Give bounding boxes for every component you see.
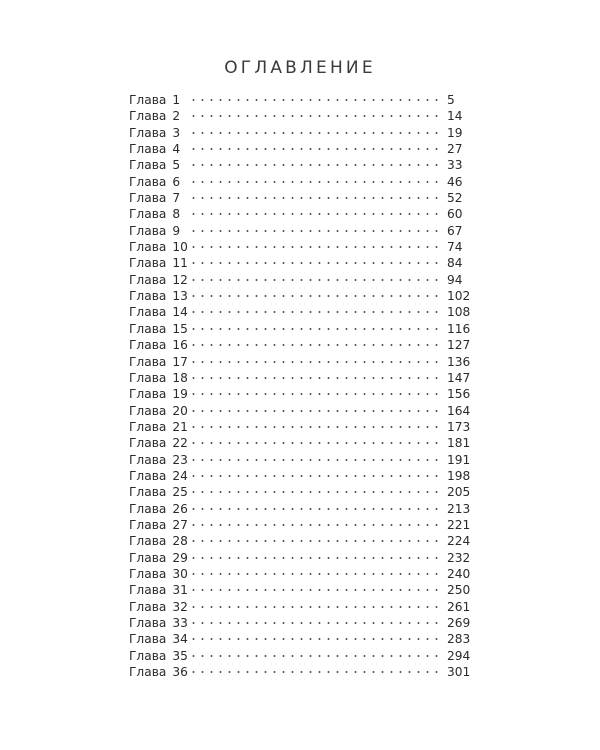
toc-chapter-word: Глава: [129, 616, 167, 630]
toc-chapter-word: Глава: [129, 109, 167, 124]
toc-chapter-number: 32: [172, 599, 188, 614]
toc-chapter-number: 29: [172, 550, 188, 565]
toc-chapter-word: Глава: [129, 240, 167, 255]
toc-chapter-label: [129, 190, 184, 206]
toc-page-number: 52: [447, 191, 463, 206]
toc-chapter-label: [129, 92, 184, 108]
toc-chapter-word: Глава: [129, 501, 167, 516]
toc-page-number: 14: [447, 109, 463, 124]
toc-page-number: 102: [447, 289, 471, 304]
toc-chapter-label: [129, 501, 188, 517]
toc-dot-leader: [189, 671, 443, 673]
toc-entry[interactable]: [129, 206, 475, 222]
toc-chapter-label: [129, 174, 184, 190]
toc-chapter-label: [129, 386, 188, 402]
toc-dot-leader: [189, 246, 443, 248]
toc-chapter-number: 24: [172, 468, 188, 483]
toc-chapter-word: Глава: [129, 370, 167, 385]
toc-page-number: 250: [447, 583, 471, 598]
toc-dot-leader: [189, 311, 443, 313]
toc-chapter-label: [129, 452, 188, 468]
toc-chapter-word: Глава: [129, 354, 167, 369]
toc-chapter-word: Глава: [129, 403, 167, 418]
toc-page-number: 181: [447, 436, 471, 451]
toc-chapter-label: [129, 157, 184, 173]
toc-chapter-number: 5: [172, 158, 181, 173]
toc-chapter-number: 36: [172, 665, 188, 680]
toc-chapter-word: Глава: [129, 599, 167, 614]
toc-chapter-word: Глава: [129, 550, 167, 565]
toc-entry[interactable]: [129, 484, 475, 500]
toc-page-number: 164: [447, 403, 471, 418]
toc-chapter-label: [129, 550, 188, 566]
toc-dot-leader: [189, 344, 443, 346]
toc-chapter-label: [129, 354, 188, 370]
toc-chapter-number: 6: [172, 174, 181, 189]
toc-chapter-label: [129, 288, 188, 304]
toc-chapter-number: 26: [172, 501, 188, 516]
toc-entry[interactable]: [129, 92, 475, 108]
toc-entry[interactable]: [129, 304, 475, 320]
toc-page-number: 67: [447, 223, 463, 238]
page-title: ОГЛАВЛЕНИЕ: [224, 58, 376, 78]
toc-chapter-word: Глава: [129, 485, 167, 500]
toc-entry[interactable]: [129, 452, 475, 468]
toc-entry[interactable]: [129, 419, 475, 435]
toc-page-number: 19: [447, 125, 463, 140]
toc-page-number: 294: [447, 648, 471, 663]
toc-chapter-label: [129, 419, 188, 435]
toc-entry[interactable]: [129, 157, 475, 173]
toc-chapter-word: Глава: [129, 289, 167, 304]
toc-chapter-number: 4: [172, 142, 181, 157]
toc-dot-leader: [189, 262, 443, 264]
toc-page-number: 205: [447, 485, 471, 500]
toc-chapter-word: Глава: [129, 632, 167, 647]
toc-entry[interactable]: [129, 550, 475, 566]
toc-dot-leader: [189, 295, 443, 297]
toc-chapter-number: 19: [172, 387, 188, 402]
toc-chapter-word: Глава: [129, 468, 167, 483]
toc-dot-leader: [189, 197, 443, 199]
toc-chapter-number: 25: [172, 485, 188, 500]
toc-chapter-number: 10: [172, 240, 188, 255]
toc-chapter-number: 22: [172, 436, 188, 451]
toc-chapter-word: Глава: [129, 665, 167, 680]
toc-dot-leader: [189, 442, 443, 444]
toc-entry[interactable]: [129, 190, 475, 206]
toc-chapter-number: 16: [172, 338, 188, 353]
toc-entry[interactable]: [129, 354, 475, 370]
toc-dot-leader: [189, 361, 443, 363]
toc-chapter-number: 30: [172, 566, 188, 581]
toc-page-number: 116: [447, 321, 471, 336]
toc-page-number: 269: [447, 616, 471, 630]
toc-entry[interactable]: [129, 566, 475, 582]
toc-entry[interactable]: [129, 174, 475, 190]
toc-chapter-word: Глава: [129, 223, 167, 238]
toc-chapter-number: 17: [172, 354, 188, 369]
toc-page-number: 136: [447, 354, 471, 369]
toc-chapter-number: 23: [172, 452, 188, 467]
toc-page-number: 108: [447, 305, 471, 320]
toc-chapter-word: Глава: [129, 142, 167, 157]
toc-entry[interactable]: [129, 533, 475, 549]
toc-chapter-number: 9: [172, 223, 181, 238]
toc-page-number: 127: [447, 338, 471, 353]
toc-page-number: 261: [447, 599, 471, 614]
toc-chapter-number: 20: [172, 403, 188, 418]
toc-dot-leader: [189, 115, 443, 117]
toc-chapter-number: 15: [172, 321, 188, 336]
toc-dot-leader: [189, 573, 443, 575]
toc-chapter-word: Глава: [129, 517, 167, 532]
toc-entry[interactable]: [129, 664, 475, 680]
toc-page-number: 198: [447, 468, 471, 483]
toc-dot-leader: [189, 132, 443, 134]
toc-dot-leader: [189, 540, 443, 542]
toc-dot-leader: [189, 459, 443, 461]
toc-page-number: 84: [447, 256, 463, 271]
toc-dot-leader: [189, 426, 443, 428]
toc-page-number: 33: [447, 158, 463, 173]
toc-chapter-number: 13: [172, 289, 188, 304]
toc-chapter-label: [129, 631, 188, 647]
toc-dot-leader: [189, 377, 443, 379]
toc-dot-leader: [189, 393, 443, 395]
toc-chapter-label: [129, 141, 184, 157]
toc-page-number: 301: [447, 665, 471, 680]
toc-chapter-label: [129, 272, 188, 288]
toc-chapter-label: [129, 206, 184, 222]
toc-entry[interactable]: [129, 386, 475, 402]
toc-dot-leader: [189, 410, 443, 412]
toc-chapter-label: [129, 403, 188, 419]
toc-chapter-label: [129, 337, 188, 353]
toc-chapter-label: [129, 648, 188, 664]
toc-chapter-label: [129, 517, 188, 533]
toc-entry[interactable]: [129, 370, 475, 386]
toc-dot-leader: [189, 557, 443, 559]
toc-chapter-label: [129, 484, 188, 500]
toc-chapter-word: Глава: [129, 305, 167, 320]
toc-dot-leader: [189, 164, 443, 166]
toc-page-number: 27: [447, 142, 463, 157]
toc-page-number: 221: [447, 517, 471, 532]
toc-chapter-number: 1: [172, 93, 181, 107]
toc-entry[interactable]: [129, 239, 475, 255]
toc-chapter-number: 27: [172, 517, 188, 532]
toc-entry[interactable]: [129, 501, 475, 517]
toc-chapter-number: 28: [172, 534, 188, 549]
toc-dot-leader: [189, 491, 443, 493]
toc-entry[interactable]: [129, 141, 475, 157]
toc-chapter-word: Глава: [129, 452, 167, 467]
toc-chapter-number: 8: [172, 207, 181, 222]
toc-entry[interactable]: [129, 321, 475, 337]
toc-chapter-label: [129, 615, 188, 631]
toc-chapter-number: 18: [172, 370, 188, 385]
toc-dot-leader: [189, 99, 443, 101]
toc-page-number: 94: [447, 272, 463, 287]
toc-chapter-label: [129, 435, 188, 451]
toc-chapter-word: Глава: [129, 174, 167, 189]
toc-dot-leader: [189, 181, 443, 183]
toc-chapter-label: [129, 370, 188, 386]
toc-chapter-number: 11: [172, 256, 188, 271]
toc-dot-leader: [189, 230, 443, 232]
toc-chapter-label: [129, 223, 184, 239]
toc-page-number: 147: [447, 370, 471, 385]
toc-chapter-number: 2: [172, 109, 181, 124]
toc-dot-leader: [189, 622, 443, 624]
toc-chapter-label: [129, 255, 188, 271]
toc-chapter-word: Глава: [129, 648, 167, 663]
toc-chapter-word: Глава: [129, 419, 167, 434]
toc-page-number: 224: [447, 534, 471, 549]
toc-page-number: 74: [447, 240, 463, 255]
toc-entry[interactable]: [129, 125, 475, 141]
toc-page-number: 5: [447, 93, 455, 107]
toc-chapter-word: Глава: [129, 583, 167, 598]
toc-chapter-number: 34: [172, 632, 188, 647]
toc-entry[interactable]: [129, 615, 475, 631]
toc-page-number: 60: [447, 207, 463, 222]
toc-chapter-number: 3: [172, 125, 181, 140]
toc-chapter-label: [129, 582, 188, 598]
toc-entry[interactable]: [129, 631, 475, 647]
toc-chapter-word: Глава: [129, 191, 167, 206]
toc-page-number: 283: [447, 632, 471, 647]
toc-chapter-word: Глава: [129, 534, 167, 549]
toc-dot-leader: [189, 328, 443, 330]
toc-chapter-number: 31: [172, 583, 188, 598]
toc-page-number: 240: [447, 566, 471, 581]
toc-entry[interactable]: [129, 517, 475, 533]
toc-entry[interactable]: [129, 272, 475, 288]
toc-chapter-word: Глава: [129, 93, 167, 107]
toc-entry[interactable]: [129, 582, 475, 598]
toc-dot-leader: [189, 524, 443, 526]
toc-chapter-word: Глава: [129, 566, 167, 581]
toc-chapter-label: [129, 125, 184, 141]
toc-chapter-word: Глава: [129, 387, 167, 402]
toc-entry[interactable]: [129, 337, 475, 353]
toc-chapter-word: Глава: [129, 338, 167, 353]
toc-entry[interactable]: [129, 648, 475, 664]
toc-chapter-word: Глава: [129, 321, 167, 336]
toc-chapter-word: Глава: [129, 125, 167, 140]
toc-chapter-number: 21: [172, 419, 188, 434]
toc-chapter-label: [129, 664, 188, 680]
toc-chapter-label: [129, 468, 188, 484]
toc-page-number: 213: [447, 501, 471, 516]
toc-entry[interactable]: [129, 108, 475, 124]
toc-dot-leader: [189, 148, 443, 150]
toc-page-number: 173: [447, 419, 471, 434]
toc-chapter-label: [129, 566, 188, 582]
toc-chapter-word: Глава: [129, 158, 167, 173]
toc-chapter-word: Глава: [129, 272, 167, 287]
toc-dot-leader: [189, 589, 443, 591]
toc-dot-leader: [189, 606, 443, 608]
toc-chapter-word: Глава: [129, 256, 167, 271]
toc-chapter-label: [129, 239, 188, 255]
toc-entry[interactable]: [129, 435, 475, 451]
toc-chapter-word: Глава: [129, 207, 167, 222]
toc-chapter-number: 33: [172, 616, 188, 630]
toc-entry[interactable]: [129, 255, 475, 271]
toc-entry[interactable]: [129, 223, 475, 239]
toc-dot-leader: [189, 638, 443, 640]
toc-chapter-label: [129, 599, 188, 615]
toc-entry[interactable]: [129, 403, 475, 419]
toc-chapter-label: [129, 304, 188, 320]
toc-dot-leader: [189, 655, 443, 657]
toc-chapter-number: 12: [172, 272, 188, 287]
toc-page-number: 191: [447, 452, 471, 467]
toc-chapter-number: 7: [172, 191, 181, 206]
toc-entry[interactable]: [129, 599, 475, 615]
toc-dot-leader: [189, 279, 443, 281]
toc-page-number: 156: [447, 387, 471, 402]
toc-dot-leader: [189, 508, 443, 510]
toc-dot-leader: [189, 213, 443, 215]
toc-chapter-label: [129, 108, 184, 124]
table-of-contents: [129, 92, 475, 680]
toc-chapter-label: [129, 321, 188, 337]
toc-chapter-number: 14: [172, 305, 188, 320]
toc-page-number: 46: [447, 174, 463, 189]
toc-chapter-label: [129, 533, 188, 549]
toc-dot-leader: [189, 475, 443, 477]
toc-chapter-word: Глава: [129, 436, 167, 451]
toc-entry[interactable]: [129, 468, 475, 484]
toc-chapter-number: 35: [172, 648, 188, 663]
toc-page-number: 232: [447, 550, 471, 565]
toc-entry[interactable]: [129, 288, 475, 304]
